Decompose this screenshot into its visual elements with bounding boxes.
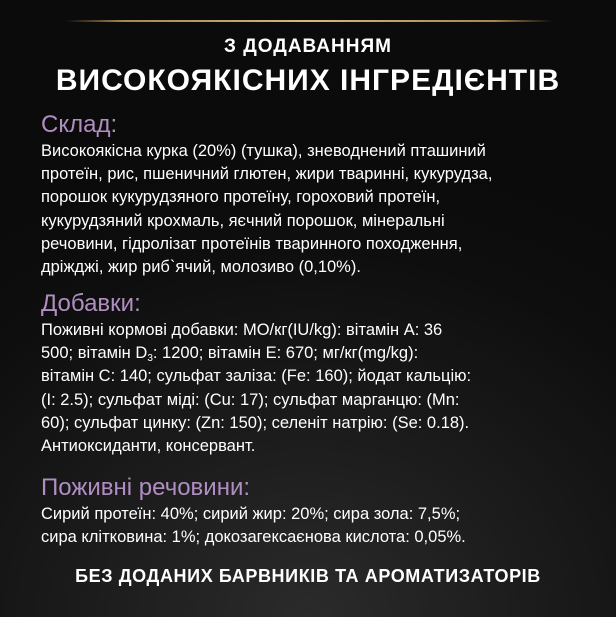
additives-line: Антиоксиданти, консервант.: [41, 437, 256, 456]
additives-line: (I: 2.5); сульфат міді: (Cu: 17); сульфат марганцю: (Mn:: [41, 390, 460, 409]
composition-line: протеїн, рис, пшеничний глютен, жири тваринні, кукурудза,: [41, 165, 493, 184]
nutrients-text: [41, 503, 589, 549]
additives-text: [41, 319, 589, 458]
composition-line: речовини, гідролізат протеїнів тваринного походження,: [41, 234, 463, 253]
heading-line-1: З ДОДАВАННЯМ: [224, 36, 392, 57]
additives-line-part: 500; вітамін D: [41, 344, 148, 363]
vitamin-d-subscript: 3: [147, 353, 153, 365]
additives-line: вітамін С: 140; сульфат заліза: (Fe: 160); йодат кальцію:: [41, 367, 472, 386]
nutrients-title: Поживні речовини:: [41, 474, 251, 501]
additives-line: Поживні кормові добавки: МО/кг(IU/kg): вітамін А: 36: [41, 321, 443, 339]
additives-line: 60); сульфат цинку: (Zn: 150); селеніт натрію: (Se: 0.18).: [41, 413, 470, 432]
nutrients-line: Сирий протеїн: 40%; сирий жир: 20%; сира зола: 7,5%;: [41, 505, 461, 523]
composition-section: [41, 111, 589, 279]
composition-line: дріжджі, жир риб`ячий, молозиво (0,10%).: [41, 258, 361, 277]
nutrients-section: [41, 474, 589, 549]
gold-divider-line: [65, 20, 553, 22]
footer-note: БЕЗ ДОДАНИХ БАРВНИКІВ ТА АРОМАТИЗАТОРІВ: [75, 566, 541, 586]
composition-title: Склад:: [41, 111, 118, 138]
additives-line-vitamin-d: [41, 342, 589, 365]
additives-title: Добавки:: [41, 290, 141, 317]
heading-line-2: ВИСОКОЯКІСНИХ ІНГРЕДІЄНТІВ: [55, 64, 561, 97]
composition-line: Високоякісна курка (20%) (тушка), зневоднений пташиний: [41, 142, 486, 160]
composition-line: кукурудзяний крохмаль, яєчний порошок, мінеральні: [41, 211, 445, 230]
additives-line-part: : 1200; вітамін E: 670; мг/кг(mg/kg):: [152, 344, 419, 363]
nutrients-line: сира клітковина: 1%; докозагексаєнова кислота: 0,05%.: [41, 528, 466, 547]
additives-section: [41, 290, 589, 458]
composition-text: [41, 140, 589, 279]
composition-line: порошок кукурудзяного протеїну, гороховий протеїн,: [41, 188, 441, 207]
